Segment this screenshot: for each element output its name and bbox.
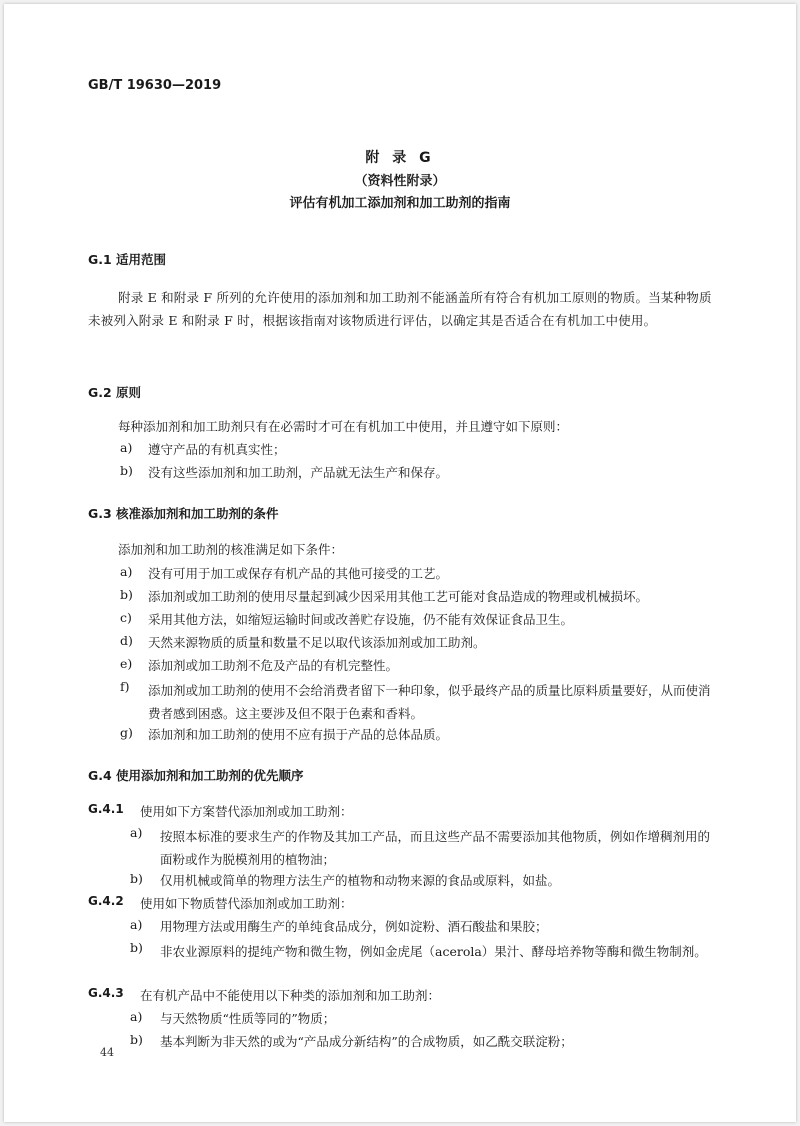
section-heading-g1: G.1 适用范围 xyxy=(88,252,167,267)
subsection-text: 在有机产品中不能使用以下种类的添加剂和加工助剂： xyxy=(140,988,441,1003)
list-item: 仅用机械或简单的物理方法生产的植物和动物来源的食品或原料，如盐。 xyxy=(160,873,561,888)
list-label: f) xyxy=(120,679,130,694)
standard-code: GB/T 19630—2019 xyxy=(88,78,222,93)
list-item: 用物理方法或用酶生产的单纯食品成分，例如淀粉、酒石酸盐和果胶； xyxy=(160,919,548,934)
list-label: b) xyxy=(130,940,143,955)
subsection-number: G.4.3 xyxy=(88,986,124,1000)
list-label: e) xyxy=(120,656,133,671)
list-item: 与天然物质“性质等同的”物质； xyxy=(160,1011,336,1026)
section-heading-g3: G.3 核准添加剂和加工助剂的条件 xyxy=(88,506,279,521)
page-number: 44 xyxy=(100,1046,114,1059)
list-label: b) xyxy=(120,463,133,478)
list-label: a) xyxy=(120,564,133,579)
list-item: 遵守产品的有机真实性； xyxy=(148,442,286,457)
section-intro-g3: 添加剂和加工助剂的核准满足如下条件： xyxy=(118,542,344,557)
subsection-number: G.4.1 xyxy=(88,802,124,816)
section-paragraph-g1: 附录 E 和附录 F 所列的允许使用的添加剂和加工助剂不能涵盖所有符合有机加工原则的物质。当某种物质未被列入附录 E 和附录 F 时，根据该指南对该物质进行评估，以确定其是否适合在有机加工中使用。 xyxy=(88,290,712,328)
appendix-title: 附 录 G xyxy=(365,150,435,166)
list-item: 添加剂和加工助剂的使用不应有损于产品的总体品质。 xyxy=(148,727,449,742)
list-label: d) xyxy=(120,633,133,648)
subsection-text: 使用如下物质替代添加剂或加工助剂： xyxy=(140,896,353,911)
section-intro-g2: 每种添加剂和加工助剂只有在必需时才可在有机加工中使用，并且遵守如下原则： xyxy=(118,419,569,434)
list-label: a) xyxy=(130,825,143,840)
list-label: b) xyxy=(130,871,143,886)
list-item: 基本判断为非天然的或为“产品成分新结构”的合成物质，如乙酰交联淀粉； xyxy=(160,1034,573,1049)
list-label: b) xyxy=(130,1032,143,1047)
section-heading-g4: G.4 使用添加剂和加工助剂的优先顺序 xyxy=(88,768,304,783)
list-label: g) xyxy=(120,725,133,740)
subsection-text: 使用如下方案替代添加剂或加工助剂： xyxy=(140,804,353,819)
list-label: b) xyxy=(120,587,133,602)
list-item: 采用其他方法，如缩短运输时间或改善贮存设施，仍不能有效保证食品卫生。 xyxy=(148,612,574,627)
appendix-type: （资料性附录） xyxy=(354,174,446,189)
list-item: 添加剂或加工助剂不危及产品的有机完整性。 xyxy=(148,658,399,673)
list-item: 按照本标准的要求生产的作物及其加工产品，而且这些产品不需要添加其他物质，例如作增稠剂用的面粉或作为脱模剂用的植物油； xyxy=(160,829,711,867)
subsection-number: G.4.2 xyxy=(88,894,124,908)
appendix-subject: 评估有机加工添加剂和加工助剂的指南 xyxy=(289,196,511,211)
list-item: 没有这些添加剂和加工助剂，产品就无法生产和保存。 xyxy=(148,465,449,480)
section-heading-g2: G.2 原则 xyxy=(88,385,142,400)
list-item: 没有可用于加工或保存有机产品的其他可接受的工艺。 xyxy=(148,566,449,581)
list-item: 添加剂或加工助剂的使用尽量起到减少因采用其他工艺可能对食品造成的物理或机械损坏。 xyxy=(148,589,649,604)
list-item: 非农业源原料的提纯产物和微生物，例如金虎尾（acerola）果汁、酵母培养物等酶和微生物制剂。 xyxy=(160,944,707,959)
list-label: a) xyxy=(120,440,133,455)
list-item: 天然来源物质的质量和数量不足以取代该添加剂或加工助剂。 xyxy=(148,635,486,650)
list-label: a) xyxy=(130,1009,143,1024)
list-item: 添加剂或加工助剂的使用不会给消费者留下一种印象，似乎最终产品的质量比原料质量要好，从而使消费者感到困惑。这主要涉及但不限于色素和香料。 xyxy=(148,683,711,721)
list-label: a) xyxy=(130,917,143,932)
list-label: c) xyxy=(120,610,132,625)
